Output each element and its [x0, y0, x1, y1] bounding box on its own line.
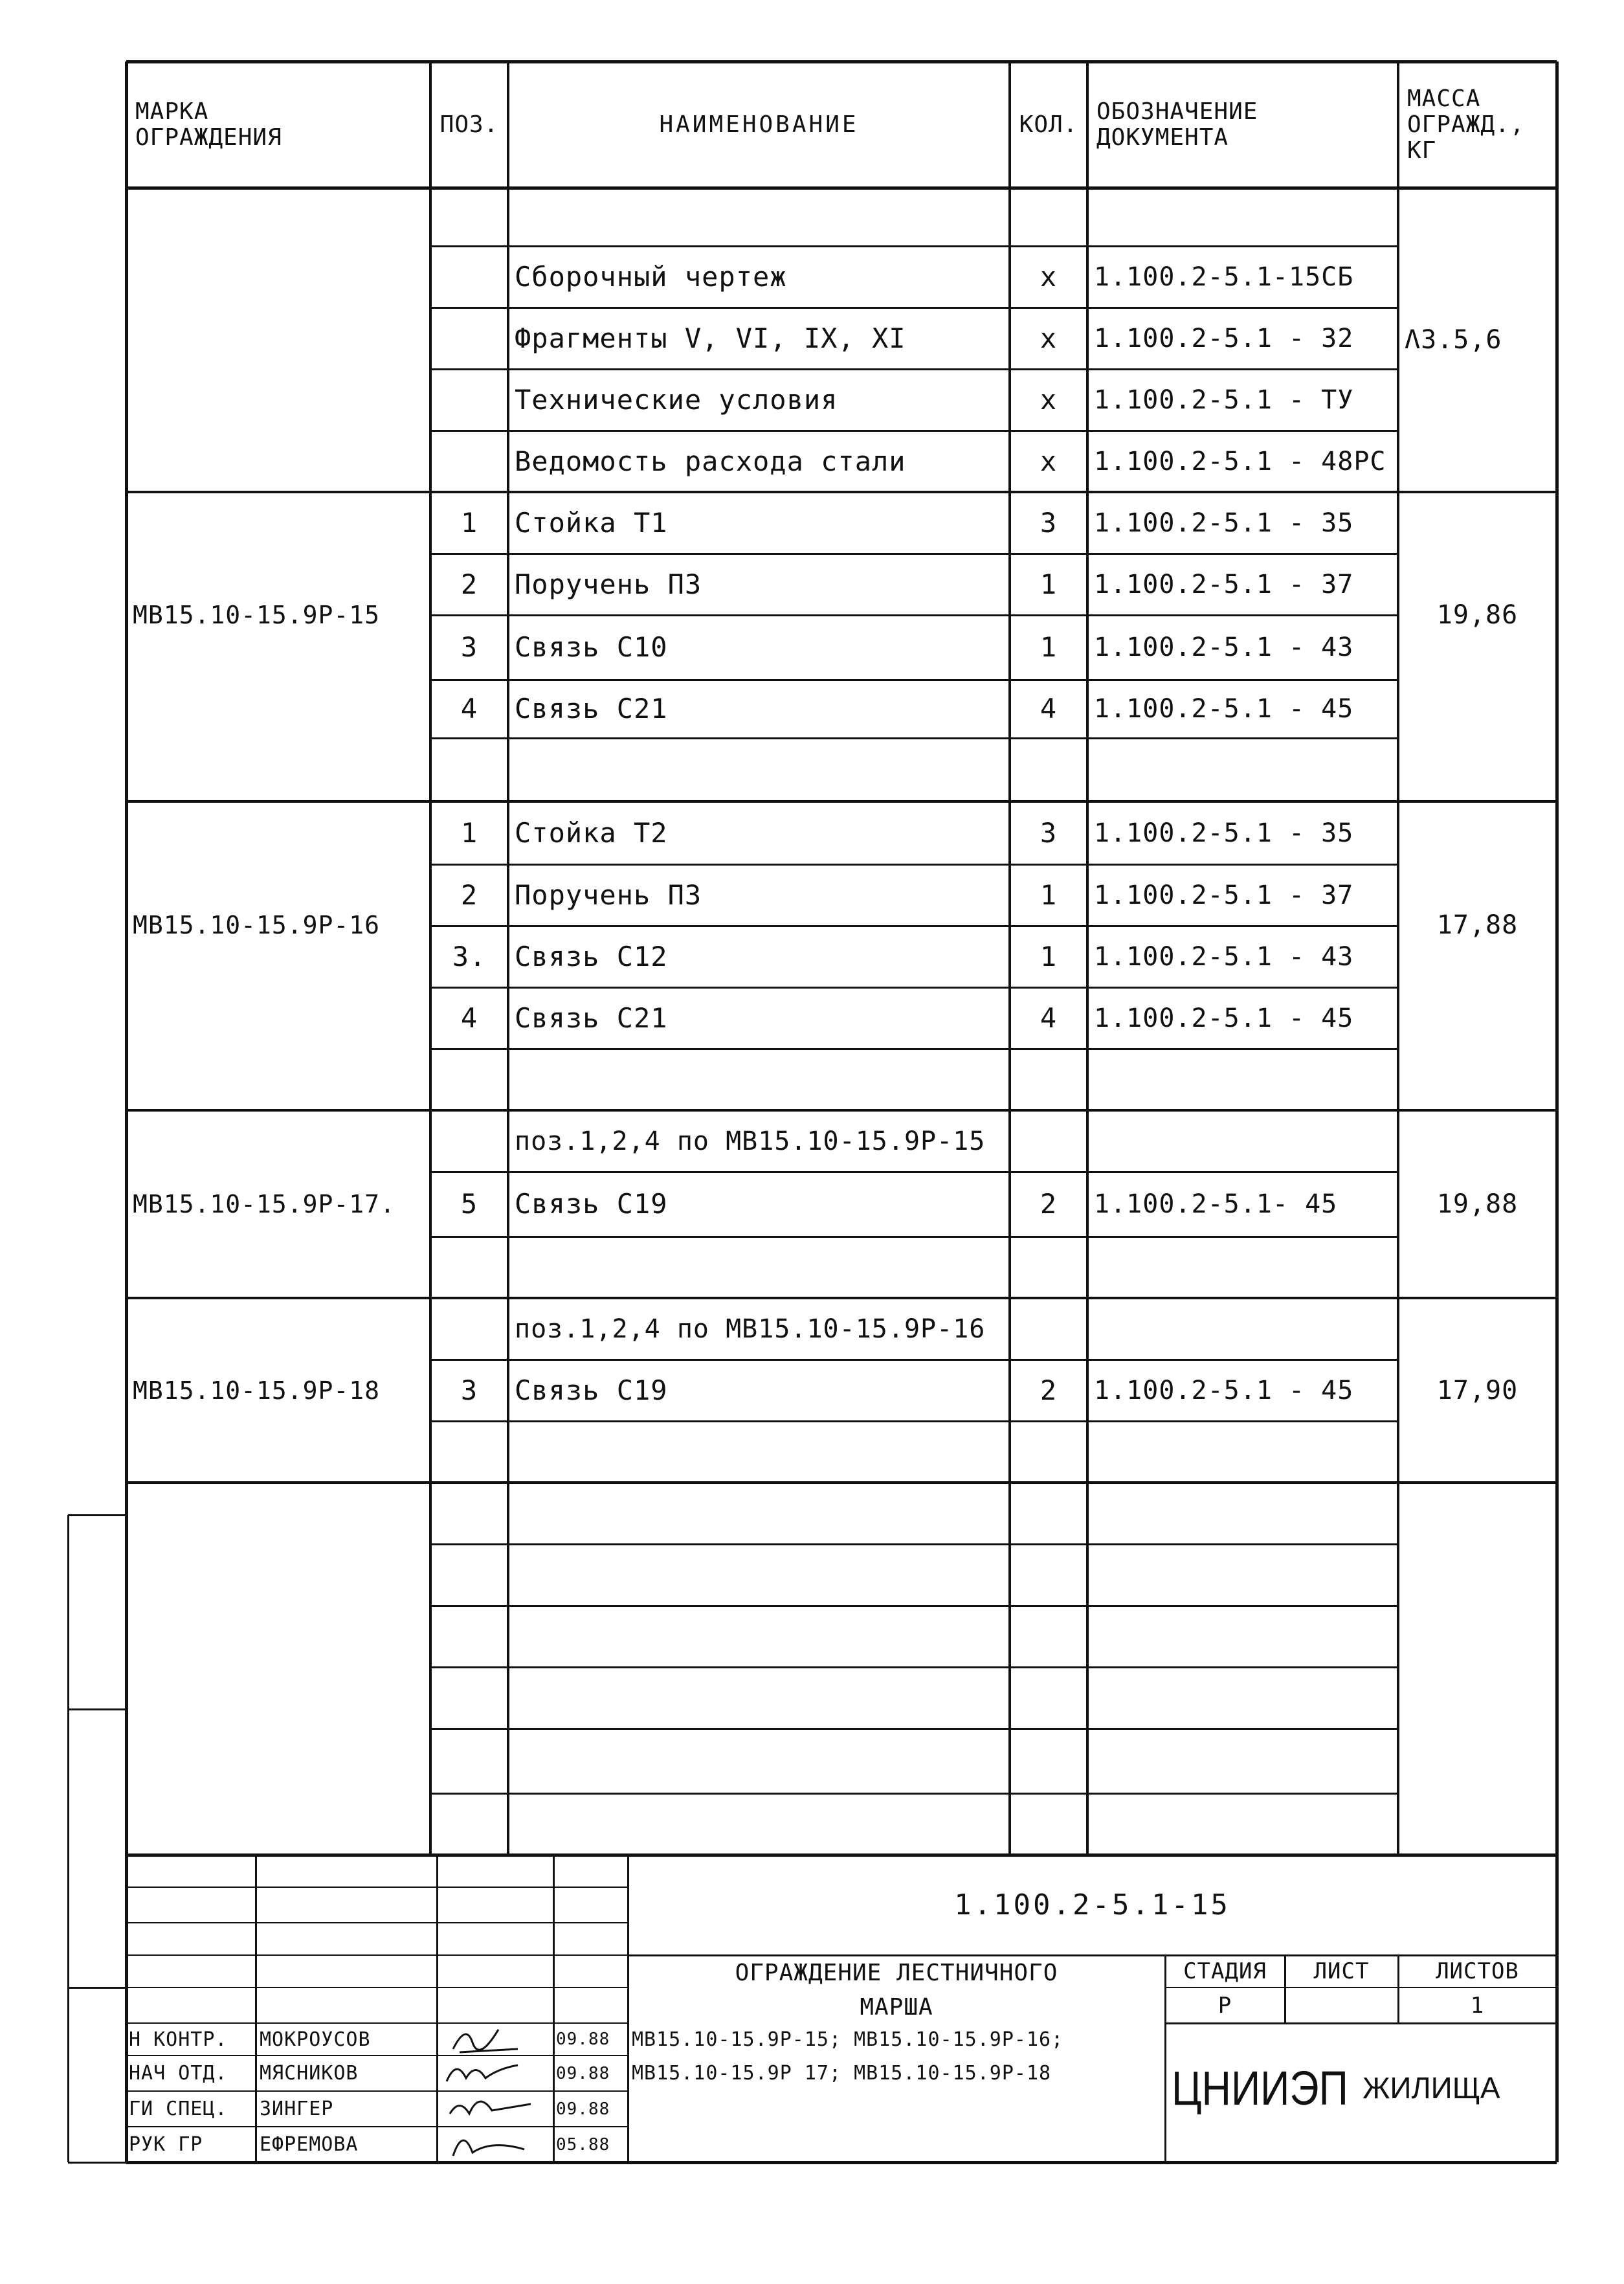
- signature-mark: [440, 2023, 550, 2055]
- header-name-text: НАИМЕНОВАНИЕ: [659, 111, 859, 138]
- spec-pos: [430, 1360, 508, 1421]
- signer-date: [553, 2055, 628, 2091]
- spec-qty: [1010, 369, 1087, 431]
- spec-pos: [430, 1172, 508, 1237]
- fence-mark: [126, 1172, 430, 1237]
- frame-left: [125, 62, 128, 2162]
- row-line: [430, 614, 1398, 616]
- header-qty: [1010, 62, 1087, 188]
- spec-name-text: Связь С10: [515, 631, 668, 663]
- stage-label-text: СТАДИЯ: [1183, 1958, 1267, 1984]
- header-doc: [1087, 62, 1398, 188]
- signer-role-text: Н КОНТР.: [129, 2028, 228, 2051]
- doc-code-text: 1.100.2-5.1-15: [954, 1888, 1230, 1921]
- spec-name: [508, 492, 1010, 554]
- spec-note: [508, 1110, 1094, 1172]
- header-doc-line-2: ДОКУМЕНТА: [1096, 124, 1229, 151]
- spec-qty: [1010, 864, 1087, 926]
- title-line3-text: МВ15.10-15.9Р-15; МВ15.10-15.9Р-16;: [632, 2028, 1064, 2051]
- spec-doc-text: 1.100.2-5.1- 45: [1094, 1189, 1338, 1219]
- header-mark-line-1: МАРКА: [135, 98, 209, 125]
- spec-name: [508, 801, 1010, 864]
- header-mass-line-1: МАССА: [1407, 85, 1481, 112]
- signer-date: [553, 2091, 628, 2127]
- row-line: [430, 307, 1398, 309]
- signer-role: [126, 2055, 256, 2091]
- header-mark-line-2: ОГРАЖДЕНИЯ: [135, 124, 282, 151]
- spec-doc: [1087, 431, 1398, 492]
- org-name: ЦНИИЭП: [1172, 2061, 1348, 2115]
- fence-mark: [126, 492, 430, 738]
- fence-mass-text: 17,88: [1436, 910, 1518, 940]
- spec-qty: [1010, 1360, 1087, 1421]
- spec-qty-text: 1: [1040, 940, 1058, 972]
- spec-doc: [1087, 680, 1398, 738]
- signer-date-text: 09.88: [556, 2099, 610, 2119]
- spec-qty: [1010, 987, 1087, 1049]
- spec-qty-text: x: [1040, 445, 1058, 477]
- spec-name-text: Связь С21: [515, 1002, 668, 1034]
- signer-name-text: МЯСНИКОВ: [260, 2062, 359, 2085]
- signer-role-text: РУК ГР: [129, 2133, 203, 2156]
- spec-doc-text: 1.100.2-5.1 - ТУ: [1094, 385, 1354, 415]
- spec-pos-text: 2: [460, 568, 478, 600]
- spec-qty: [1010, 926, 1087, 987]
- spec-note-text: поз.1,2,4 по МВ15.10-15.9Р-15: [515, 1126, 986, 1156]
- margin-strip-mid: [68, 1708, 126, 1710]
- spec-doc-text: 1.100.2-5.1 - 43: [1094, 941, 1354, 972]
- spec-qty: [1010, 801, 1087, 864]
- spec-pos-text: 4: [460, 1002, 478, 1034]
- header-bottom: [126, 186, 1557, 190]
- spec-name: [508, 1172, 1010, 1237]
- fence-mark-text: МВ15.10-15.9Р-16: [133, 911, 381, 939]
- title-line4-text: МВ15.10-15.9Р 17; МВ15.10-15.9Р-18: [632, 2062, 1052, 2085]
- spec-doc-text: 1.100.2-5.1-15СБ: [1094, 262, 1354, 292]
- title-line1: [628, 1955, 1165, 1991]
- spec-qty-text: 2: [1040, 1374, 1058, 1406]
- fence-mass-text: 19,88: [1436, 1189, 1518, 1219]
- row-line: [430, 1666, 1398, 1668]
- spec-doc-text: 1.100.2-5.1 - 35: [1094, 508, 1354, 538]
- spec-qty-text: x: [1040, 383, 1058, 416]
- title-line2-text: МАРША: [860, 1993, 933, 2021]
- spec-name: [508, 926, 1010, 987]
- row-line: [430, 1793, 1398, 1795]
- header-name: [508, 62, 1010, 188]
- signature-mark: [440, 2055, 550, 2091]
- spec-name: [508, 680, 1010, 738]
- signer-name: [256, 2055, 437, 2091]
- header-pos-text: ПОЗ.: [439, 111, 499, 138]
- spec-qty: [1010, 308, 1087, 369]
- sheets-label: [1398, 1955, 1557, 1987]
- row-line: [430, 925, 1398, 927]
- spec-name-text: Связь С19: [515, 1374, 668, 1406]
- fence-mark: [126, 1360, 430, 1421]
- spec-qty: [1010, 554, 1087, 615]
- spec-pos: [430, 926, 508, 987]
- stage-value: [1165, 1987, 1285, 2023]
- spec-doc-text: 1.100.2-5.1 - 45: [1094, 1375, 1354, 1405]
- spec-doc: [1087, 926, 1398, 987]
- sheet-label: [1285, 1955, 1398, 1987]
- stage-label: [1165, 1955, 1285, 1987]
- spec-qty-text: x: [1040, 260, 1058, 293]
- column-line: [1008, 62, 1011, 1855]
- row-line: [430, 1171, 1398, 1173]
- spec-doc: [1087, 801, 1398, 864]
- column-line: [429, 62, 432, 1855]
- spec-pos: [430, 492, 508, 554]
- row-line: [430, 801, 1398, 803]
- row-line: [430, 368, 1398, 370]
- spec-doc-text: 1.100.2-5.1 - 48РС: [1094, 446, 1386, 476]
- spec-doc: [1087, 246, 1398, 308]
- spec-doc: [1087, 1172, 1398, 1237]
- spec-name-text: Связь С21: [515, 693, 668, 724]
- row-line: [430, 1420, 1398, 1422]
- title-line3: [628, 2023, 1165, 2055]
- spec-name-text: Поручень П3: [515, 879, 702, 911]
- spec-note-text: поз.1,2,4 по МВ15.10-15.9Р-16: [515, 1314, 986, 1344]
- org-name-2: ЖИЛИЩА: [1362, 2071, 1500, 2105]
- spec-name: [508, 864, 1010, 926]
- general-mass-text: Λ3.5,6: [1405, 325, 1502, 355]
- signer-name-text: ЗИНГЕР: [260, 2098, 334, 2120]
- row-line: [430, 1482, 1398, 1484]
- spec-qty: [1010, 680, 1087, 738]
- fence-mass-text: 19,86: [1436, 600, 1518, 630]
- spec-qty: [1010, 615, 1087, 680]
- sheet-value: [1285, 1987, 1398, 2023]
- signer-date: [553, 2023, 628, 2055]
- spec-pos: [430, 864, 508, 926]
- spec-qty-text: x: [1040, 322, 1058, 354]
- spec-doc: [1087, 1360, 1398, 1421]
- signer-name-text: МОКРОУСОВ: [260, 2028, 371, 2051]
- spec-qty: [1010, 492, 1087, 554]
- sheet-label-text: ЛИСТ: [1313, 1958, 1370, 1984]
- spec-name: [508, 554, 1010, 615]
- spec-doc-text: 1.100.2-5.1 - 43: [1094, 633, 1354, 662]
- spec-qty: [1010, 246, 1087, 308]
- spec-name-text: Фрагменты V, VI, IX, XI: [515, 322, 906, 354]
- signer-role-text: НАЧ ОТД.: [129, 2062, 228, 2085]
- spec-pos-text: 3.: [452, 940, 487, 972]
- stage-value-text: Р: [1218, 1992, 1232, 2019]
- spec-doc: [1087, 492, 1398, 554]
- spec-name-text: Технические условия: [515, 383, 838, 416]
- spec-qty-text: 1: [1040, 568, 1058, 600]
- spec-doc-text: 1.100.2-5.1 - 37: [1094, 569, 1354, 599]
- spec-qty-text: 4: [1040, 693, 1058, 724]
- tb-row-line: [126, 1887, 628, 1888]
- signer-date: [553, 2127, 628, 2162]
- tb-row-line: [126, 1954, 628, 1956]
- header-mark: [126, 62, 430, 188]
- row-line: [430, 679, 1398, 681]
- row-line: [430, 245, 1398, 247]
- spec-name-text: Сборочный чертеж: [515, 260, 787, 293]
- frame-right: [1555, 62, 1559, 2162]
- margin-strip-bottom: [68, 2162, 126, 2164]
- header-mass-line-2: ОГРАЖД.,: [1407, 111, 1525, 138]
- spec-name: [508, 246, 1010, 308]
- spec-qty: [1010, 431, 1087, 492]
- signer-role-text: ГИ СПЕЦ.: [129, 2098, 228, 2120]
- spec-name-text: Поручень П3: [515, 568, 702, 600]
- signature-mark: [440, 2091, 550, 2127]
- spec-qty-text: 1: [1040, 631, 1058, 663]
- fence-mass: [1398, 1172, 1557, 1237]
- spec-pos: [430, 987, 508, 1049]
- signer-date-text: 09.88: [556, 2030, 610, 2049]
- spec-note: [508, 1298, 1094, 1360]
- column-line: [1397, 62, 1399, 1855]
- spec-qty-text: 3: [1040, 816, 1058, 849]
- signer-name: [256, 2127, 437, 2162]
- signature-mark: [440, 2127, 550, 2162]
- spec-pos: [430, 680, 508, 738]
- fence-mark-text: МВ15.10-15.9Р-18: [133, 1376, 381, 1405]
- tb-row-line: [126, 1987, 628, 1988]
- signer-date-text: 09.88: [556, 2063, 610, 2083]
- doc-code: [628, 1855, 1557, 1955]
- spec-doc: [1087, 615, 1398, 680]
- signer-name-text: ЕФРЕМОВА: [260, 2133, 359, 2156]
- column-line: [1086, 62, 1089, 1855]
- signer-role: [126, 2127, 256, 2162]
- spec-pos: [430, 801, 508, 864]
- margin-strip-top: [68, 1514, 126, 1516]
- spec-name: [508, 1360, 1010, 1421]
- row-line: [430, 430, 1398, 432]
- spec-name: [508, 615, 1010, 680]
- spec-name-text: Ведомость расхода стали: [515, 445, 906, 477]
- spec-name-text: Связь С19: [515, 1188, 668, 1220]
- header-pos: [430, 62, 508, 188]
- sheets-value-text: 1: [1470, 1992, 1485, 2019]
- spec-doc-text: 1.100.2-5.1 - 45: [1094, 1003, 1354, 1033]
- spec-doc: [1087, 987, 1398, 1049]
- spec-doc: [1087, 308, 1398, 369]
- signer-role: [126, 2091, 256, 2127]
- fence-mark-text: МВ15.10-15.9Р-15: [133, 601, 381, 629]
- row-line: [430, 1236, 1398, 1238]
- spec-doc-text: 1.100.2-5.1 - 32: [1094, 323, 1354, 353]
- spec-pos-text: 3: [460, 1374, 478, 1406]
- spec-qty-text: 4: [1040, 1002, 1058, 1034]
- fence-mass-text: 17,90: [1436, 1375, 1518, 1405]
- row-line: [430, 1728, 1398, 1730]
- spec-name: [508, 987, 1010, 1049]
- tb-row-line: [126, 1922, 628, 1923]
- signer-date-text: 05.88: [556, 2134, 610, 2155]
- sheets-label-text: ЛИСТОВ: [1436, 1958, 1519, 1984]
- spec-doc: [1087, 864, 1398, 926]
- fence-mark: [126, 801, 430, 1049]
- title-line2: [628, 1991, 1165, 2023]
- row-line: [430, 1605, 1398, 1607]
- header-doc-line-1: ОБОЗНАЧЕНИЕ: [1096, 98, 1258, 125]
- spec-name: [508, 431, 1010, 492]
- row-line: [430, 1048, 1398, 1050]
- fence-mass: [1398, 492, 1557, 738]
- spec-pos: [430, 554, 508, 615]
- general-mass: [1398, 188, 1557, 492]
- spec-doc-text: 1.100.2-5.1 - 37: [1094, 880, 1354, 910]
- spec-pos-text: 3: [460, 631, 478, 663]
- row-line: [430, 491, 1398, 493]
- spec-name: [508, 308, 1010, 369]
- spec-name-text: Стойка Т1: [515, 506, 668, 539]
- frame-top: [126, 60, 1557, 63]
- fence-mass: [1398, 801, 1557, 1049]
- fence-mark-text: МВ15.10-15.9Р-17.: [133, 1190, 395, 1218]
- spec-pos-text: 4: [460, 693, 478, 724]
- spec-qty-text: 1: [1040, 879, 1058, 911]
- spec-pos: [430, 615, 508, 680]
- title-line4: [628, 2055, 1165, 2091]
- spec-name-text: Связь С12: [515, 940, 668, 972]
- row-line: [430, 1359, 1398, 1361]
- spec-doc-text: 1.100.2-5.1 - 45: [1094, 694, 1354, 724]
- spec-qty-text: 2: [1040, 1188, 1058, 1220]
- spec-pos-text: 5: [460, 1188, 478, 1220]
- spec-doc: [1087, 554, 1398, 615]
- row-line: [430, 987, 1398, 989]
- title-line1-text: ОГРАЖДЕНИЕ ЛЕСТНИЧНОГО: [735, 1960, 1058, 1986]
- fence-mass: [1398, 1360, 1557, 1421]
- header-mass: [1398, 62, 1557, 188]
- row-line: [430, 1110, 1398, 1112]
- row-line: [430, 737, 1398, 739]
- spec-qty-text: 3: [1040, 506, 1058, 539]
- spec-qty: [1010, 1172, 1087, 1237]
- organization: [1172, 2026, 1553, 2149]
- spec-name: [508, 369, 1010, 431]
- spec-pos-text: 1: [460, 816, 478, 849]
- header-mass-line-3: КГ: [1407, 137, 1437, 164]
- spec-doc-text: 1.100.2-5.1 - 35: [1094, 818, 1354, 848]
- row-line: [430, 1297, 1398, 1299]
- spec-pos-text: 1: [460, 506, 478, 539]
- margin-strip-lower: [68, 1987, 126, 1989]
- row-line: [430, 553, 1398, 555]
- row-line: [430, 864, 1398, 866]
- spec-pos-text: 2: [460, 879, 478, 911]
- spec-name-text: Стойка Т2: [515, 816, 668, 849]
- margin-strip-left: [67, 1515, 69, 2162]
- header-qty-text: КОЛ.: [1019, 111, 1078, 138]
- signer-role: [126, 2023, 256, 2055]
- spec-doc: [1087, 369, 1398, 431]
- sheets-value: [1398, 1987, 1557, 2023]
- row-line: [430, 1543, 1398, 1545]
- column-line: [507, 62, 509, 1855]
- signer-name: [256, 2023, 437, 2055]
- signer-name: [256, 2091, 437, 2127]
